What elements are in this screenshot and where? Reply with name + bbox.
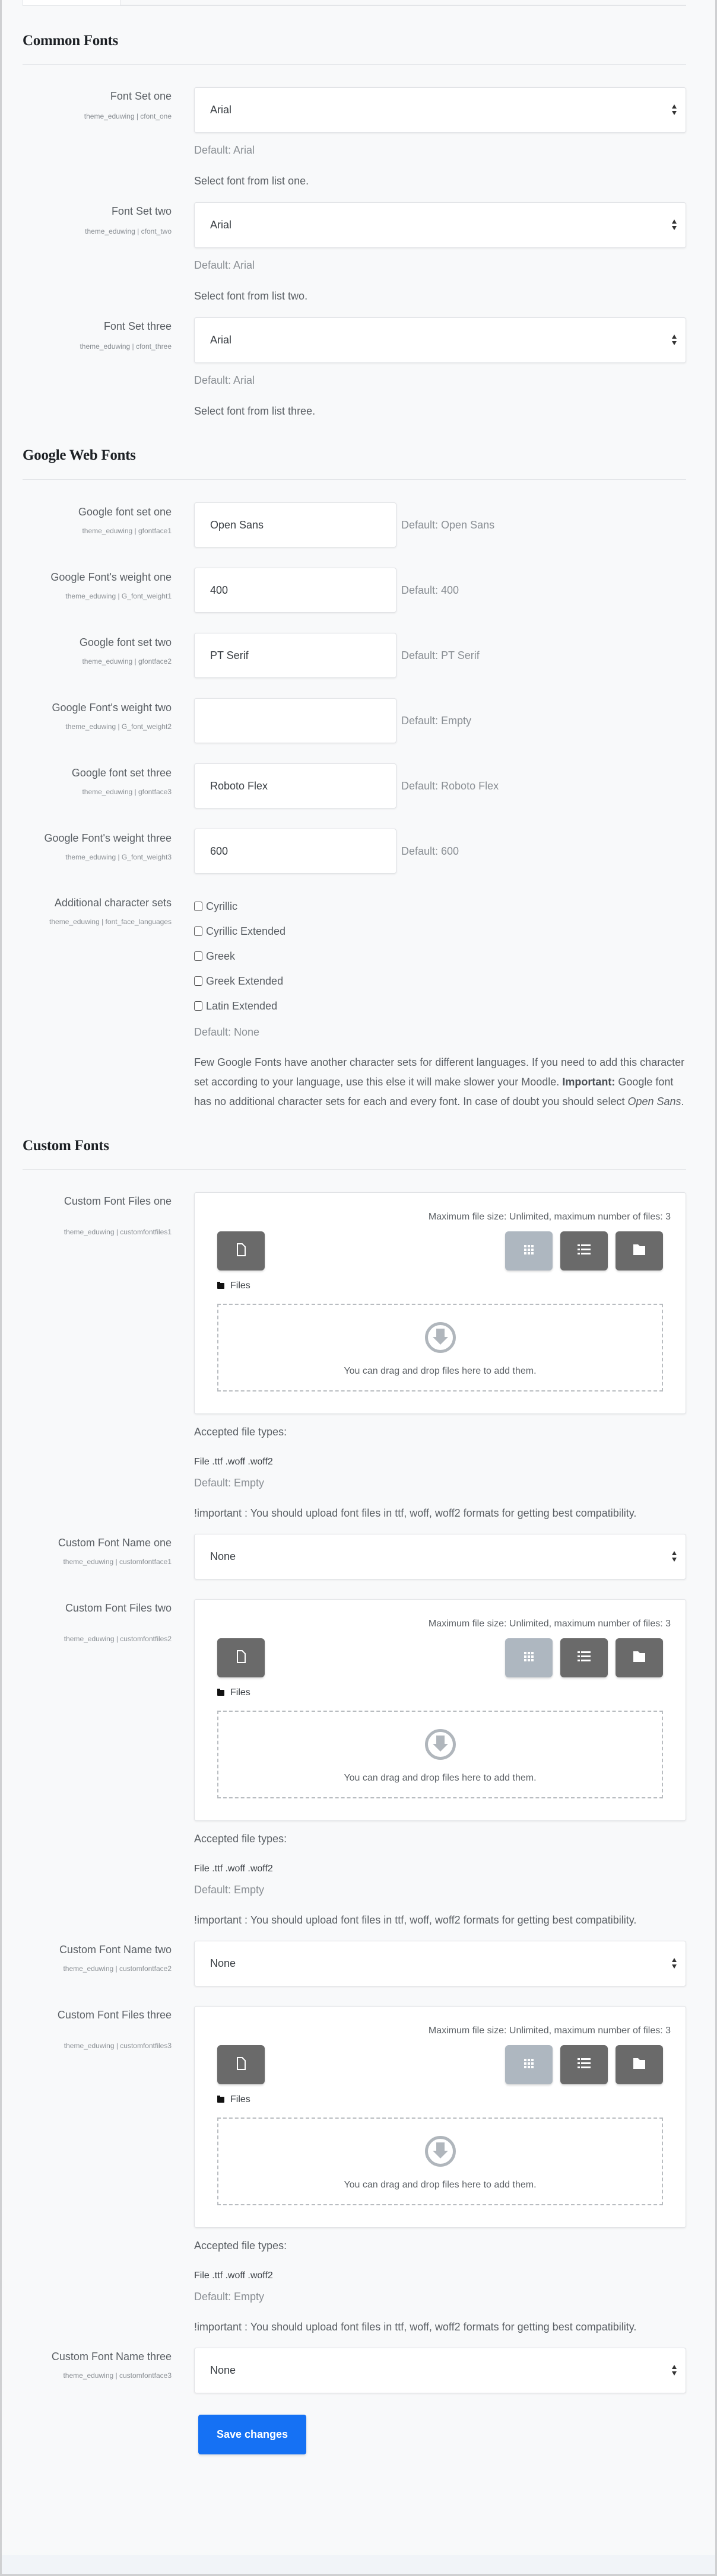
- file-icon: [236, 2057, 246, 2073]
- checkbox-icon[interactable]: [194, 926, 202, 936]
- setting-key: theme_eduwing | gfontface3: [82, 788, 172, 796]
- setting-row-google-font: [23, 568, 686, 613]
- google-font-input[interactable]: [194, 698, 396, 743]
- setting-row-custom-font-files: [23, 1599, 686, 1930]
- default-value: Default: Arial: [194, 374, 255, 386]
- dropzone-text: You can drag and drop files here to add them.: [344, 1366, 537, 1376]
- add-file-button[interactable]: [217, 1638, 265, 1677]
- section-divider: [23, 64, 686, 65]
- view-tree-button[interactable]: [616, 1231, 663, 1271]
- setting-row-charsets: [23, 894, 686, 1112]
- checkbox-icon[interactable]: [194, 976, 202, 986]
- setting-row-custom-font-name: [23, 2348, 686, 2393]
- google-font-input[interactable]: [194, 763, 396, 808]
- settings-form: [23, 0, 686, 2454]
- setting-row-google-font: [23, 502, 686, 547]
- setting-key: theme_eduwing | G_font_weight3: [65, 853, 172, 861]
- setting-row-custom-font-files: [23, 2006, 686, 2337]
- accepted-types-label: Accepted file types:: [194, 2240, 287, 2252]
- accepted-types: File .ttf .woff .woff2: [194, 1864, 273, 1874]
- help-font: Open Sans: [627, 1096, 681, 1107]
- select-value: None: [210, 2364, 236, 2376]
- charset-checkbox[interactable]: [194, 944, 686, 969]
- file-manager: [194, 1599, 686, 1821]
- list-icon: [578, 1244, 591, 1259]
- view-list-button[interactable]: [560, 2045, 608, 2084]
- section-title-google-fonts: Google Web Fonts: [23, 447, 136, 463]
- setting-label: Google font set one: [78, 506, 172, 518]
- setting-help: [194, 1053, 686, 1112]
- default-value: Default: Empty: [194, 1477, 265, 1489]
- setting-key: theme_eduwing | cfont_three: [80, 342, 172, 351]
- help-text: Google font has no additional character sets for each and every font. In case of doubt you should select: [194, 1076, 674, 1107]
- section-divider: [23, 479, 686, 480]
- folder-icon: [217, 1690, 224, 1696]
- custom-font-name-select[interactable]: [194, 2348, 686, 2393]
- setting-row-font-set: [23, 87, 686, 190]
- files-label: Files: [230, 1687, 250, 1698]
- default-value: Default: Roboto Flex: [401, 780, 499, 792]
- file-icon: [236, 1243, 246, 1259]
- default-value: Default: Arial: [194, 259, 255, 271]
- setting-key: theme_eduwing | G_font_weight1: [65, 592, 172, 600]
- default-value: Default: 400: [401, 584, 459, 596]
- default-value: Default: Arial: [194, 144, 255, 156]
- dropzone-text: You can drag and drop files here to add them.: [344, 1773, 537, 1783]
- section-divider: [23, 1169, 686, 1170]
- view-icons-button[interactable]: [505, 2045, 553, 2084]
- input-value: PT Serif: [210, 649, 249, 661]
- setting-label: Custom Font Files one: [64, 1195, 172, 1207]
- file-dropzone[interactable]: [217, 1304, 663, 1392]
- form-actions: [23, 2415, 686, 2454]
- charset-checkbox[interactable]: [194, 969, 686, 994]
- select-arrows-icon: [671, 219, 677, 231]
- setting-help: !important : You should upload font files in ttf, woff, woff2 formats for getting best compatibility.: [194, 2321, 637, 2333]
- accepted-types: File .ttf .woff .woff2: [194, 2271, 273, 2281]
- files-label: Files: [230, 2094, 250, 2104]
- default-value: Default: Open Sans: [401, 519, 495, 531]
- checkbox-icon[interactable]: [194, 951, 202, 961]
- charset-checkbox[interactable]: [194, 994, 686, 1018]
- select-value: Arial: [210, 334, 232, 346]
- select-value: Arial: [210, 104, 232, 116]
- setting-row-google-font: [23, 829, 686, 874]
- setting-label: Google font set three: [71, 767, 172, 779]
- default-value: Default: None: [194, 1026, 260, 1038]
- setting-key: theme_eduwing | cfont_one: [84, 112, 172, 120]
- checkbox-label: Latin Extended: [206, 1000, 278, 1012]
- section-title-custom-fonts: Custom Fonts: [23, 1138, 109, 1154]
- setting-key: theme_eduwing | customfontface2: [63, 1964, 172, 1973]
- input-value: 400: [210, 584, 229, 596]
- max-file-size-text: Maximum file size: Unlimited, maximum number of files: 3: [428, 2026, 671, 2036]
- file-manager: [194, 1192, 686, 1414]
- file-manager: [194, 2006, 686, 2228]
- select-arrows-icon: [671, 335, 677, 346]
- setting-help: !important : You should upload font files in ttf, woff, woff2 formats for getting best compatibility.: [194, 1914, 637, 1926]
- view-tree-button[interactable]: [616, 1638, 663, 1677]
- file-icon: [236, 1650, 246, 1666]
- charset-checkbox[interactable]: [194, 919, 686, 944]
- checkbox-label: Cyrillic: [206, 900, 237, 912]
- list-icon: [578, 1651, 591, 1666]
- files-path[interactable]: [217, 1279, 663, 1293]
- download-circle-icon: [425, 1322, 456, 1353]
- setting-key: theme_eduwing | G_font_weight2: [65, 722, 172, 731]
- list-icon: [578, 2058, 591, 2072]
- font-set-select[interactable]: [194, 202, 686, 248]
- custom-font-name-select[interactable]: [194, 1534, 686, 1580]
- setting-label: Font Set one: [110, 90, 172, 102]
- download-circle-icon: [425, 2136, 456, 2167]
- setting-label: Custom Font Name three: [51, 2351, 172, 2362]
- file-dropzone[interactable]: [217, 2118, 663, 2205]
- select-value: None: [210, 1550, 236, 1562]
- setting-label: Google font set two: [79, 636, 172, 648]
- save-changes-button[interactable]: Save changes: [198, 2415, 306, 2454]
- view-list-button[interactable]: [560, 1231, 608, 1271]
- max-file-size-text: Maximum file size: Unlimited, maximum number of files: 3: [428, 1619, 671, 1629]
- default-value: Default: Empty: [401, 715, 472, 727]
- files-path[interactable]: [217, 1686, 663, 1700]
- setting-label: Font Set two: [111, 205, 172, 217]
- charset-checkbox[interactable]: [194, 894, 686, 919]
- grid-icon: [523, 1651, 535, 1666]
- setting-row-google-font: [23, 633, 686, 678]
- setting-row-font-set: [23, 317, 686, 420]
- setting-label: Custom Font Name one: [58, 1537, 172, 1549]
- setting-label: Additional character sets: [54, 897, 172, 909]
- section-title-common-fonts: Common Fonts: [23, 33, 118, 49]
- setting-key: theme_eduwing | customfontfiles3: [64, 2042, 172, 2050]
- input-value: Open Sans: [210, 519, 264, 531]
- default-value: Default: PT Serif: [401, 649, 480, 661]
- help-text: Few Google Fonts have another character sets for different languages. If you need to add this character set according to your language, use this else it will make slower your Moodle.: [194, 1056, 685, 1088]
- checkbox-label: Greek Extended: [206, 975, 284, 987]
- select-value: None: [210, 1957, 236, 1969]
- download-circle-icon: [425, 1729, 456, 1760]
- setting-label: Google Font's weight one: [50, 571, 172, 583]
- select-value: Arial: [210, 219, 232, 231]
- setting-label: Custom Font Files two: [65, 1602, 172, 1614]
- font-set-select[interactable]: [194, 317, 686, 363]
- setting-key: theme_eduwing | customfontfiles2: [64, 1635, 172, 1643]
- folder-icon: [633, 1651, 646, 1666]
- select-arrows-icon: [671, 2365, 677, 2377]
- setting-row-google-font: [23, 763, 686, 808]
- accepted-types-label: Accepted file types:: [194, 1426, 287, 1438]
- setting-key: theme_eduwing | cfont_two: [85, 227, 172, 235]
- google-font-input[interactable]: [194, 829, 396, 874]
- setting-key: theme_eduwing | customfontfiles1: [64, 1228, 172, 1236]
- setting-row-custom-font-name: [23, 1941, 686, 1986]
- add-file-button[interactable]: [217, 1231, 265, 1271]
- setting-label: Custom Font Name two: [59, 1944, 172, 1956]
- page-footer-band: [2, 2555, 715, 2574]
- google-font-input[interactable]: [194, 568, 396, 613]
- input-value: 600: [210, 845, 229, 857]
- setting-label: Google Font's weight two: [52, 702, 172, 714]
- setting-key: theme_eduwing | font_face_languages: [49, 918, 172, 926]
- add-file-button[interactable]: [217, 2045, 265, 2084]
- accepted-types-label: Accepted file types:: [194, 1833, 287, 1845]
- setting-help: Select font from list two.: [194, 290, 308, 302]
- checkbox-label: Greek: [206, 950, 236, 962]
- setting-row-custom-font-name: [23, 1534, 686, 1580]
- help-important: Important:: [562, 1076, 616, 1088]
- google-font-input[interactable]: [194, 633, 396, 678]
- setting-row-custom-font-files: [23, 1192, 686, 1523]
- folder-icon: [633, 2058, 646, 2072]
- setting-label: Custom Font Files three: [57, 2009, 172, 2021]
- setting-help: !important : You should upload font files in ttf, woff, woff2 formats for getting best compatibility.: [194, 1507, 637, 1519]
- view-list-button[interactable]: [560, 1638, 608, 1677]
- folder-icon: [633, 1244, 646, 1259]
- folder-icon: [217, 1283, 224, 1289]
- setting-help: Select font from list one.: [194, 175, 309, 187]
- font-set-select[interactable]: [194, 87, 686, 133]
- checkbox-icon[interactable]: [194, 1001, 202, 1011]
- help-text: .: [681, 1096, 684, 1107]
- setting-row-google-font: [23, 698, 686, 743]
- setting-row-font-set: [23, 202, 686, 305]
- grid-icon: [523, 1244, 535, 1259]
- folder-icon: [217, 2097, 224, 2103]
- grid-icon: [523, 2058, 535, 2072]
- accepted-types: File .ttf .woff .woff2: [194, 1457, 273, 1467]
- max-file-size-text: Maximum file size: Unlimited, maximum number of files: 3: [428, 1212, 671, 1222]
- checkbox-label: Cyrillic Extended: [206, 925, 286, 937]
- default-value: Default: Empty: [194, 2291, 265, 2303]
- default-value: Default: 600: [401, 845, 459, 857]
- file-dropzone[interactable]: [217, 1711, 663, 1798]
- setting-key: theme_eduwing | customfontface3: [63, 2371, 172, 2380]
- files-label: Files: [230, 1281, 250, 1291]
- setting-key: theme_eduwing | customfontface1: [63, 1558, 172, 1566]
- select-arrows-icon: [671, 1958, 677, 1970]
- setting-help: Select font from list three.: [194, 405, 316, 417]
- dropzone-text: You can drag and drop files here to add them.: [344, 2180, 537, 2190]
- view-icons-button[interactable]: [505, 1231, 553, 1271]
- files-path[interactable]: [217, 2093, 663, 2107]
- setting-label: Font Set three: [103, 320, 172, 332]
- setting-label: Google Font's weight three: [44, 832, 172, 844]
- view-tree-button[interactable]: [616, 2045, 663, 2084]
- google-font-input[interactable]: [194, 502, 396, 547]
- view-icons-button[interactable]: [505, 1638, 553, 1677]
- custom-font-name-select[interactable]: [194, 1941, 686, 1986]
- default-value: Default: Empty: [194, 1884, 265, 1896]
- setting-key: theme_eduwing | gfontface2: [82, 657, 172, 666]
- select-arrows-icon: [671, 104, 677, 116]
- setting-key: theme_eduwing | gfontface1: [82, 527, 172, 535]
- checkbox-icon[interactable]: [194, 902, 202, 911]
- input-value: Roboto Flex: [210, 780, 268, 792]
- select-arrows-icon: [671, 1551, 677, 1563]
